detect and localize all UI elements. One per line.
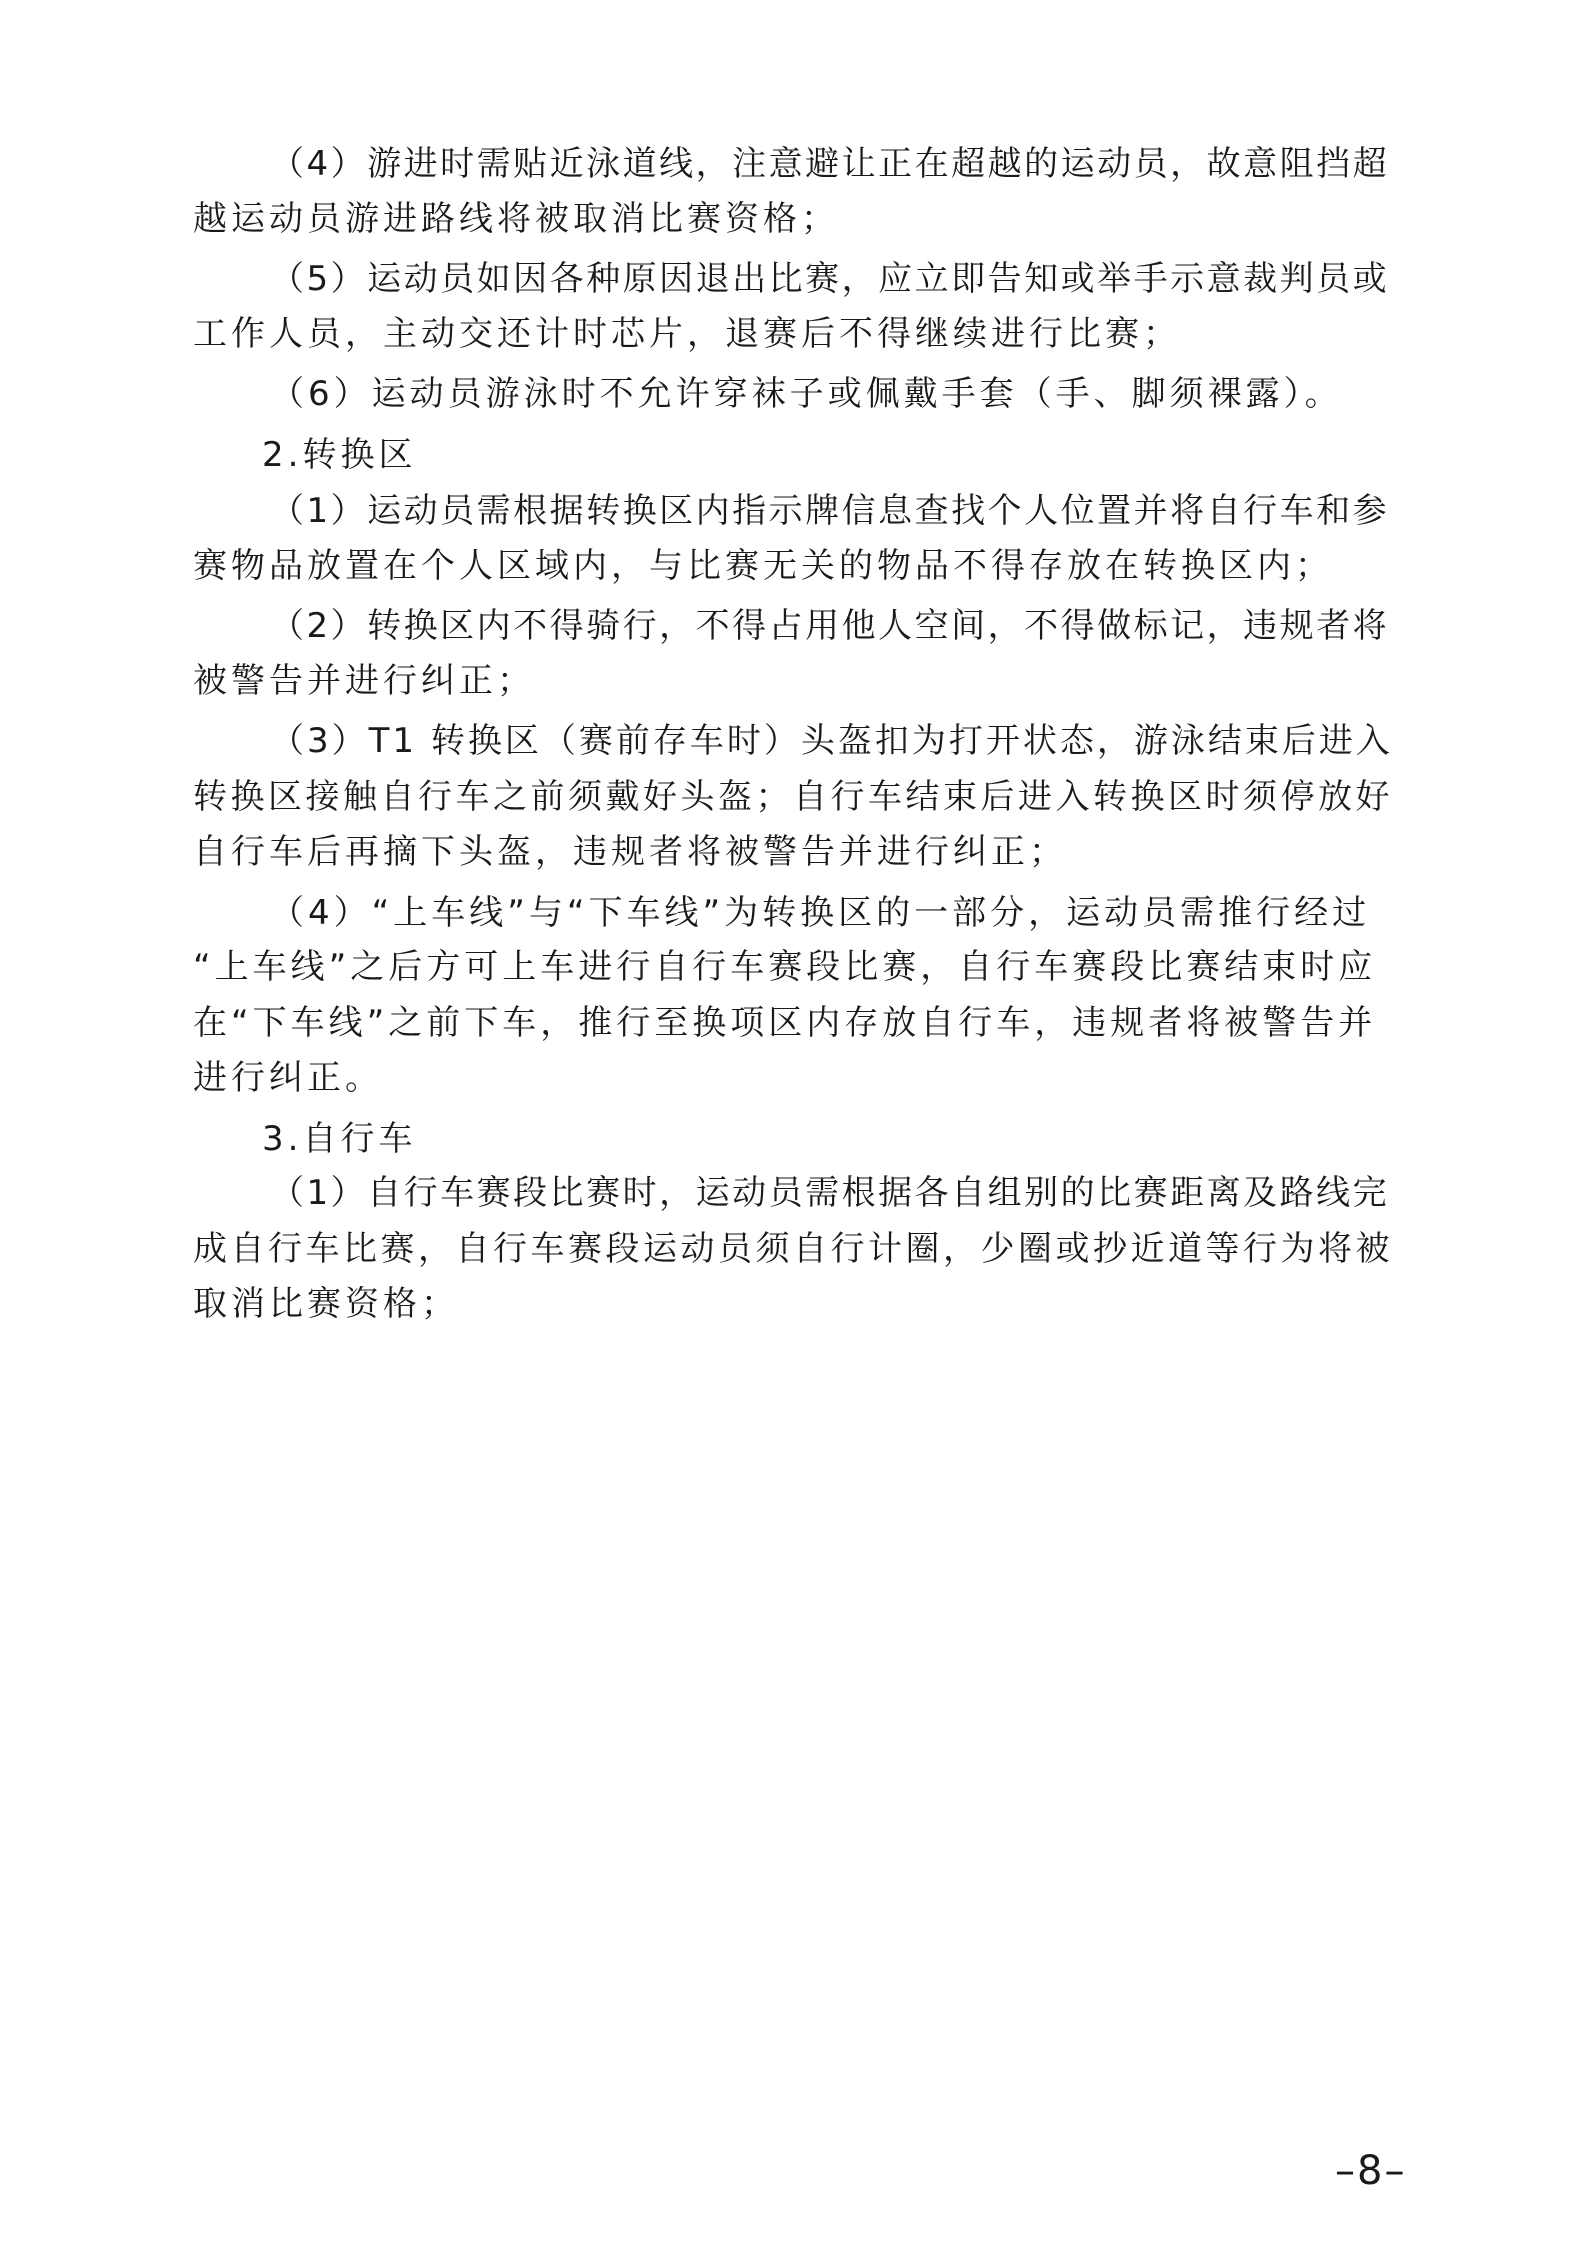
text-line: 被警告并进行纠正； (193, 661, 535, 701)
text-line: 取消比赛资格； (193, 1284, 459, 1324)
text-line: （1）自行车赛段比赛时，运动员需根据各自组别的比赛距离及路线完 (270, 1173, 1390, 1213)
text-line: 自行车后再摘下头盔，违规者将被警告并进行纠正； (193, 832, 1067, 872)
text-line: （3）T1 转换区（赛前存车时）头盔扣为打开状态，游泳结束后进入 (270, 721, 1393, 761)
text-line: （6）运动员游泳时不允许穿袜子或佩戴手套（手、脚须裸露）。 (270, 374, 1343, 414)
text-line: 工作人员，主动交还计时芯片，退赛后不得继续进行比赛； (193, 314, 1181, 354)
text-line: （4）游进时需贴近泳道线，注意避让正在超越的运动员，故意阻挡超 (270, 144, 1390, 184)
text-line: （1）运动员需根据转换区内指示牌信息查找个人位置并将自行车和参 (270, 491, 1390, 531)
text-line: 在“下车线”之前下车，推行至换项区内存放自行车，违规者将被警告并 (193, 1003, 1377, 1043)
text-line: 成自行车比赛，自行车赛段运动员须自行计圈，少圈或抄近道等行为将被 (193, 1229, 1393, 1269)
text-line: 转换区接触自行车之前须戴好头盔；自行车结束后进入转换区时须停放好 (193, 777, 1393, 817)
text-line: 3.自行车 (262, 1119, 417, 1159)
text-line: 2.转换区 (262, 435, 417, 475)
text-line: 越运动员游进路线将被取消比赛资格； (193, 199, 839, 239)
text-line: （2）转换区内不得骑行，不得占用他人空间，不得做标记，违规者将 (270, 606, 1390, 646)
text-line: 进行纠正。 (193, 1058, 383, 1098)
text-line: （5）运动员如因各种原因退出比赛，应立即告知或举手示意裁判员或 (270, 259, 1390, 299)
text-line: 赛物品放置在个人区域内，与比赛无关的物品不得存放在转换区内； (193, 546, 1333, 586)
text-line: “上车线”之后方可上车进行自行车赛段比赛，自行车赛段比赛结束时应 (193, 947, 1377, 987)
text-line: （4）“上车线”与“下车线”为转换区的一部分，运动员需推行经过 (270, 893, 1371, 933)
page-number: –8– (1335, 2148, 1407, 2194)
